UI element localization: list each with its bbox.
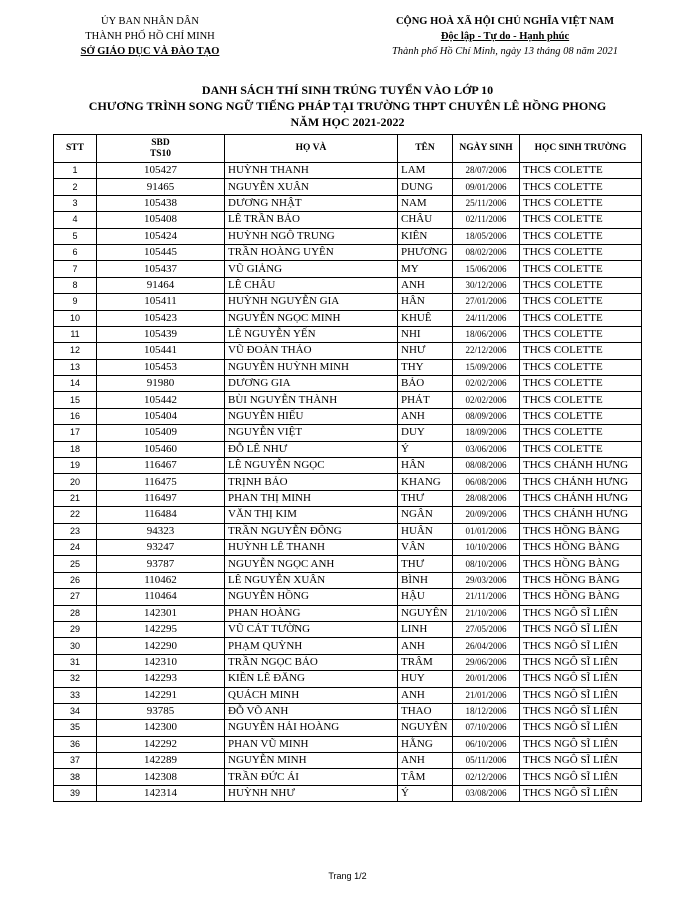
cell-stt: 27 — [54, 589, 97, 605]
table-row — [54, 392, 642, 408]
table-row — [54, 425, 642, 441]
cell-sbd: 105442 — [97, 392, 225, 408]
cell-ten: PHƯƠNG — [398, 244, 453, 260]
cell-ten: HẰNG — [398, 736, 453, 752]
cell-truong: THCS COLETTE — [520, 441, 642, 457]
table-row — [54, 523, 642, 539]
cell-ten: ANH — [398, 638, 453, 654]
cell-ngay-sinh: 21/01/2006 — [453, 687, 520, 703]
cell-ho-va: NGUYỄN VIỆT — [225, 425, 398, 441]
header-left-line3: SỞ GIÁO DỤC VÀ ĐÀO TẠO — [80, 46, 220, 57]
table-row — [54, 277, 642, 293]
cell-sbd: 93787 — [97, 556, 225, 572]
cell-ho-va: TRẦN NGỌC BẢO — [225, 654, 398, 670]
cell-stt: 12 — [54, 343, 97, 359]
cell-ho-va: HUỲNH NHƯ — [225, 785, 398, 801]
cell-sbd: 142301 — [97, 605, 225, 621]
title-line2: CHƯƠNG TRÌNH SONG NGỮ TIẾNG PHÁP TẠI TRƯỜNG THPT CHUYÊN LÊ HỒNG PHONG — [88, 99, 607, 113]
cell-ten: NGUYÊN — [398, 720, 453, 736]
cell-truong: THCS COLETTE — [520, 212, 642, 228]
table-row — [54, 408, 642, 424]
cell-sbd: 142289 — [97, 753, 225, 769]
cell-stt: 28 — [54, 605, 97, 621]
cell-stt: 39 — [54, 785, 97, 801]
cell-stt: 31 — [54, 654, 97, 670]
cell-truong: THCS HỒNG BÀNG — [520, 523, 642, 539]
cell-stt: 11 — [54, 326, 97, 342]
col-header-sbd-line2: TS10 — [149, 148, 172, 159]
col-header-ho-va: HỌ VÀ — [225, 135, 398, 163]
cell-ten: TRÂM — [398, 654, 453, 670]
cell-stt: 32 — [54, 671, 97, 687]
cell-truong: THCS COLETTE — [520, 326, 642, 342]
cell-stt: 5 — [54, 228, 97, 244]
cell-truong: THCS CHÁNH HƯNG — [520, 490, 642, 506]
cell-truong: THCS COLETTE — [520, 244, 642, 260]
table-row — [54, 490, 642, 506]
cell-ten: KIÊN — [398, 228, 453, 244]
cell-ten: KHANG — [398, 474, 453, 490]
cell-ten: VÂN — [398, 539, 453, 555]
cell-ho-va: HUỲNH NGÔ TRUNG — [225, 228, 398, 244]
cell-stt: 18 — [54, 441, 97, 457]
cell-truong: THCS NGÔ SĨ LIÊN — [520, 621, 642, 637]
cell-ngay-sinh: 18/09/2006 — [453, 425, 520, 441]
cell-sbd: 110462 — [97, 572, 225, 588]
cell-truong: THCS COLETTE — [520, 408, 642, 424]
cell-sbd: 94323 — [97, 523, 225, 539]
cell-sbd: 105411 — [97, 294, 225, 310]
cell-ten: NHI — [398, 326, 453, 342]
cell-truong: THCS CHÁNH HƯNG — [520, 507, 642, 523]
header-right-line2: Độc lập - Tự do - Hạnh phúc — [440, 31, 570, 42]
cell-ten: BẢO — [398, 376, 453, 392]
cell-ho-va: LÊ NGUYỄN YẾN — [225, 326, 398, 342]
cell-ngay-sinh: 27/05/2006 — [453, 621, 520, 637]
cell-ten: ANH — [398, 687, 453, 703]
header-left-line1: ỦY BAN NHÂN DÂN — [101, 16, 199, 27]
cell-ten: TÂM — [398, 769, 453, 785]
table-row — [54, 753, 642, 769]
table-row — [54, 326, 642, 342]
cell-sbd: 116484 — [97, 507, 225, 523]
cell-ten: PHÁT — [398, 392, 453, 408]
cell-ngay-sinh: 15/06/2006 — [453, 261, 520, 277]
cell-ngay-sinh: 03/06/2006 — [453, 441, 520, 457]
cell-ho-va: NGUYỄN HỒNG — [225, 589, 398, 605]
cell-ho-va: PHAN THỊ MINH — [225, 490, 398, 506]
cell-truong: THCS COLETTE — [520, 376, 642, 392]
cell-ngay-sinh: 28/08/2006 — [453, 490, 520, 506]
cell-ho-va: VŨ ĐOÀN THẢO — [225, 343, 398, 359]
col-header-truong: HỌC SINH TRƯỜNG — [520, 135, 642, 163]
cell-ho-va: ĐỖ VÕ ANH — [225, 703, 398, 719]
cell-truong: THCS COLETTE — [520, 228, 642, 244]
cell-stt: 23 — [54, 523, 97, 539]
title-line1: DANH SÁCH THÍ SINH TRÚNG TUYỂN VÀO LỚP 10 — [201, 83, 494, 97]
cell-ngay-sinh: 05/11/2006 — [453, 753, 520, 769]
table-header-row — [54, 135, 642, 163]
cell-truong: THCS NGÔ SĨ LIÊN — [520, 638, 642, 654]
cell-ten: NGÂN — [398, 507, 453, 523]
cell-sbd: 105424 — [97, 228, 225, 244]
cell-truong: THCS COLETTE — [520, 179, 642, 195]
cell-ten: ANH — [398, 753, 453, 769]
cell-ngay-sinh: 20/09/2006 — [453, 507, 520, 523]
cell-ho-va: TRỊNH BẢO — [225, 474, 398, 490]
table-row — [54, 179, 642, 195]
cell-ho-va: NGUYỄN MINH — [225, 753, 398, 769]
cell-truong: THCS HỒNG BÀNG — [520, 556, 642, 572]
cell-truong: THCS HỒNG BÀNG — [520, 589, 642, 605]
table-row — [54, 638, 642, 654]
table-row — [54, 244, 642, 260]
cell-ngay-sinh: 10/10/2006 — [453, 539, 520, 555]
cell-stt: 36 — [54, 736, 97, 752]
cell-ngay-sinh: 21/10/2006 — [453, 605, 520, 621]
cell-stt: 15 — [54, 392, 97, 408]
cell-ten: Ý — [398, 785, 453, 801]
cell-stt: 10 — [54, 310, 97, 326]
cell-stt: 13 — [54, 359, 97, 375]
cell-ho-va: PHẠM QUỲNH — [225, 638, 398, 654]
cell-ho-va: TRẦN HOÀNG UYÊN — [225, 244, 398, 260]
cell-ho-va: NGUYỄN HẢI HOÀNG — [225, 720, 398, 736]
cell-ngay-sinh: 25/11/2006 — [453, 195, 520, 211]
student-table — [53, 134, 642, 802]
cell-stt: 25 — [54, 556, 97, 572]
cell-ngay-sinh: 28/07/2006 — [453, 163, 520, 179]
cell-truong: THCS NGÔ SĨ LIÊN — [520, 769, 642, 785]
cell-ten: BÌNH — [398, 572, 453, 588]
cell-truong: THCS NGÔ SĨ LIÊN — [520, 753, 642, 769]
cell-stt: 14 — [54, 376, 97, 392]
cell-ngay-sinh: 08/08/2006 — [453, 458, 520, 474]
cell-ten: KHUÊ — [398, 310, 453, 326]
cell-ho-va: LÊ NGUYỄN NGỌC — [225, 458, 398, 474]
cell-ho-va: LÊ NGUYỄN XUÂN — [225, 572, 398, 588]
table-row — [54, 310, 642, 326]
table-row — [54, 359, 642, 375]
header-left-line2: THÀNH PHỐ HỒ CHÍ MINH — [85, 31, 215, 42]
cell-truong: THCS COLETTE — [520, 195, 642, 211]
cell-ngay-sinh: 06/08/2006 — [453, 474, 520, 490]
cell-truong: THCS COLETTE — [520, 277, 642, 293]
cell-truong: THCS NGÔ SĨ LIÊN — [520, 703, 642, 719]
cell-ho-va: PHAN HOÀNG — [225, 605, 398, 621]
cell-ngay-sinh: 18/12/2006 — [453, 703, 520, 719]
table-row — [54, 703, 642, 719]
cell-truong: THCS NGÔ SĨ LIÊN — [520, 736, 642, 752]
cell-truong: THCS COLETTE — [520, 343, 642, 359]
cell-ten: HÂN — [398, 458, 453, 474]
col-header-sbd — [97, 135, 225, 163]
cell-ngay-sinh: 09/01/2006 — [453, 179, 520, 195]
cell-sbd: 91980 — [97, 376, 225, 392]
cell-stt: 26 — [54, 572, 97, 588]
page-number: Trang 1/2 — [328, 871, 367, 881]
table-body — [54, 163, 642, 802]
cell-ngay-sinh: 15/09/2006 — [453, 359, 520, 375]
cell-ngay-sinh: 08/09/2006 — [453, 408, 520, 424]
cell-ten: THAO — [398, 703, 453, 719]
cell-truong: THCS COLETTE — [520, 163, 642, 179]
cell-sbd: 105423 — [97, 310, 225, 326]
cell-ngay-sinh: 06/10/2006 — [453, 736, 520, 752]
col-header-stt: STT — [54, 135, 97, 163]
cell-truong: THCS CHÁNH HƯNG — [520, 458, 642, 474]
cell-ho-va: NGUYỄN XUÂN — [225, 179, 398, 195]
table-row — [54, 769, 642, 785]
cell-truong: THCS CHÁNH HƯNG — [520, 474, 642, 490]
cell-ngay-sinh: 08/10/2006 — [453, 556, 520, 572]
cell-ngay-sinh: 02/12/2006 — [453, 769, 520, 785]
cell-sbd: 93247 — [97, 539, 225, 555]
cell-truong: THCS NGÔ SĨ LIÊN — [520, 687, 642, 703]
cell-truong: THCS COLETTE — [520, 359, 642, 375]
document-title — [0, 82, 695, 130]
cell-ten: NHƯ — [398, 343, 453, 359]
cell-ho-va: VŨ GIẢNG — [225, 261, 398, 277]
cell-sbd: 116467 — [97, 458, 225, 474]
cell-ho-va: HUỲNH THANH — [225, 163, 398, 179]
cell-sbd: 105404 — [97, 408, 225, 424]
cell-ho-va: QUÁCH MINH — [225, 687, 398, 703]
cell-ngay-sinh: 08/02/2006 — [453, 244, 520, 260]
cell-stt: 9 — [54, 294, 97, 310]
cell-ten: LAM — [398, 163, 453, 179]
table-row — [54, 720, 642, 736]
cell-sbd: 105453 — [97, 359, 225, 375]
cell-ngay-sinh: 22/12/2006 — [453, 343, 520, 359]
cell-ten: THƯ — [398, 490, 453, 506]
cell-sbd: 105408 — [97, 212, 225, 228]
cell-stt: 6 — [54, 244, 97, 260]
table-row — [54, 589, 642, 605]
cell-ngay-sinh: 30/12/2006 — [453, 277, 520, 293]
cell-sbd: 116497 — [97, 490, 225, 506]
title-line3: NĂM HỌC 2021-2022 — [290, 115, 405, 129]
table-row — [54, 195, 642, 211]
header-left — [40, 14, 260, 59]
cell-ho-va: ĐỖ LÊ NHƯ — [225, 441, 398, 457]
cell-ho-va: HUỲNH LÊ THANH — [225, 539, 398, 555]
cell-ho-va: TRẦN ĐỨC ÁI — [225, 769, 398, 785]
cell-ngay-sinh: 18/05/2006 — [453, 228, 520, 244]
cell-stt: 2 — [54, 179, 97, 195]
cell-sbd: 110464 — [97, 589, 225, 605]
cell-ngay-sinh: 18/06/2006 — [453, 326, 520, 342]
cell-sbd: 142293 — [97, 671, 225, 687]
table-row — [54, 605, 642, 621]
cell-ho-va: PHAN VŨ MINH — [225, 736, 398, 752]
cell-truong: THCS COLETTE — [520, 310, 642, 326]
cell-sbd: 105445 — [97, 244, 225, 260]
cell-ten: THY — [398, 359, 453, 375]
cell-sbd: 105460 — [97, 441, 225, 457]
table-row — [54, 458, 642, 474]
cell-ho-va: HUỲNH NGUYỄN GIA — [225, 294, 398, 310]
col-header-ten: TÊN — [398, 135, 453, 163]
cell-stt: 3 — [54, 195, 97, 211]
cell-ngay-sinh: 29/06/2006 — [453, 654, 520, 670]
cell-truong: THCS HỒNG BÀNG — [520, 539, 642, 555]
cell-ho-va: TRẦN NGUYỄN ĐÔNG — [225, 523, 398, 539]
cell-ngay-sinh: 20/01/2006 — [453, 671, 520, 687]
table-row — [54, 294, 642, 310]
cell-ten: ANH — [398, 277, 453, 293]
cell-stt: 4 — [54, 212, 97, 228]
cell-ten: Ý — [398, 441, 453, 457]
cell-ho-va: DƯƠNG NHẬT — [225, 195, 398, 211]
cell-ho-va: NGUYỄN NGỌC ANH — [225, 556, 398, 572]
cell-stt: 34 — [54, 703, 97, 719]
cell-stt: 24 — [54, 539, 97, 555]
cell-ngay-sinh: 02/02/2006 — [453, 392, 520, 408]
table-row — [54, 261, 642, 277]
cell-stt: 35 — [54, 720, 97, 736]
cell-stt: 33 — [54, 687, 97, 703]
cell-ten: HUY — [398, 671, 453, 687]
table-row — [54, 376, 642, 392]
cell-stt: 19 — [54, 458, 97, 474]
cell-truong: THCS NGÔ SĨ LIÊN — [520, 720, 642, 736]
cell-stt: 29 — [54, 621, 97, 637]
cell-ho-va: LÊ TRẦN BẢO — [225, 212, 398, 228]
cell-ten: HÂN — [398, 294, 453, 310]
cell-truong: THCS COLETTE — [520, 392, 642, 408]
cell-truong: THCS HỒNG BÀNG — [520, 572, 642, 588]
cell-ngay-sinh: 26/04/2006 — [453, 638, 520, 654]
table-row — [54, 507, 642, 523]
cell-ho-va: NGUYỄN HUỲNH MINH — [225, 359, 398, 375]
cell-stt: 22 — [54, 507, 97, 523]
cell-ten: NGUYÊN — [398, 605, 453, 621]
col-header-ngay-sinh: NGÀY SINH — [453, 135, 520, 163]
cell-sbd: 91464 — [97, 277, 225, 293]
table-row — [54, 163, 642, 179]
cell-stt: 8 — [54, 277, 97, 293]
cell-stt: 37 — [54, 753, 97, 769]
cell-ngay-sinh: 02/02/2006 — [453, 376, 520, 392]
cell-sbd: 142295 — [97, 621, 225, 637]
cell-ngay-sinh: 24/11/2006 — [453, 310, 520, 326]
cell-sbd: 142310 — [97, 654, 225, 670]
table-row — [54, 687, 642, 703]
cell-sbd: 105437 — [97, 261, 225, 277]
cell-ho-va: NGUYỄN NGỌC MINH — [225, 310, 398, 326]
table-row — [54, 572, 642, 588]
cell-ho-va: KIỀN LÊ ĐĂNG — [225, 671, 398, 687]
table-row — [54, 621, 642, 637]
col-header-sbd-line1: SBD — [151, 137, 170, 148]
cell-ten: CHÂU — [398, 212, 453, 228]
cell-sbd: 93785 — [97, 703, 225, 719]
cell-stt: 38 — [54, 769, 97, 785]
cell-sbd: 91465 — [97, 179, 225, 195]
cell-stt: 17 — [54, 425, 97, 441]
cell-truong: THCS NGÔ SĨ LIÊN — [520, 785, 642, 801]
cell-ngay-sinh: 07/10/2006 — [453, 720, 520, 736]
cell-ten: LINH — [398, 621, 453, 637]
cell-ten: THƯ — [398, 556, 453, 572]
cell-ten: DUY — [398, 425, 453, 441]
cell-sbd: 105441 — [97, 343, 225, 359]
cell-sbd: 116475 — [97, 474, 225, 490]
cell-ten: NAM — [398, 195, 453, 211]
cell-sbd: 105438 — [97, 195, 225, 211]
cell-ho-va: LÊ CHÂU — [225, 277, 398, 293]
cell-sbd: 105439 — [97, 326, 225, 342]
cell-sbd: 142292 — [97, 736, 225, 752]
cell-ngay-sinh: 02/11/2006 — [453, 212, 520, 228]
table-row — [54, 654, 642, 670]
table-row — [54, 539, 642, 555]
cell-ten: DUNG — [398, 179, 453, 195]
cell-ho-va: DƯƠNG GIA — [225, 376, 398, 392]
cell-stt: 16 — [54, 408, 97, 424]
table-row — [54, 785, 642, 801]
table-row — [54, 556, 642, 572]
cell-truong: THCS COLETTE — [520, 425, 642, 441]
table-row — [54, 441, 642, 457]
table-row — [54, 343, 642, 359]
cell-sbd: 142314 — [97, 785, 225, 801]
cell-ho-va: VŨ CÁT TƯỜNG — [225, 621, 398, 637]
cell-ho-va: VĂN THỊ KIM — [225, 507, 398, 523]
table-row — [54, 212, 642, 228]
cell-ngay-sinh: 21/11/2006 — [453, 589, 520, 605]
cell-ngay-sinh: 27/01/2006 — [453, 294, 520, 310]
cell-sbd: 105427 — [97, 163, 225, 179]
cell-truong: THCS NGÔ SĨ LIÊN — [520, 605, 642, 621]
cell-truong: THCS COLETTE — [520, 294, 642, 310]
cell-stt: 7 — [54, 261, 97, 277]
cell-ten: ANH — [398, 408, 453, 424]
cell-ho-va: BÙI NGUYỄN THÀNH — [225, 392, 398, 408]
table-row — [54, 474, 642, 490]
cell-truong: THCS NGÔ SĨ LIÊN — [520, 654, 642, 670]
table-row — [54, 228, 642, 244]
cell-ngay-sinh: 01/01/2006 — [453, 523, 520, 539]
cell-truong: THCS COLETTE — [520, 261, 642, 277]
cell-ngay-sinh: 03/08/2006 — [453, 785, 520, 801]
cell-ten: HẬU — [398, 589, 453, 605]
cell-stt: 30 — [54, 638, 97, 654]
cell-sbd: 105409 — [97, 425, 225, 441]
cell-ten: MY — [398, 261, 453, 277]
table-row — [54, 736, 642, 752]
header-right-line1: CỘNG HOÀ XÃ HỘI CHỦ NGHĨA VIỆT NAM — [395, 16, 615, 27]
cell-sbd: 142291 — [97, 687, 225, 703]
cell-stt: 1 — [54, 163, 97, 179]
cell-stt: 20 — [54, 474, 97, 490]
cell-truong: THCS NGÔ SĨ LIÊN — [520, 671, 642, 687]
cell-ho-va: NGUYỄN HIẾU — [225, 408, 398, 424]
cell-sbd: 142308 — [97, 769, 225, 785]
cell-ngay-sinh: 29/03/2006 — [453, 572, 520, 588]
header-right — [340, 14, 670, 59]
cell-ten: HUÂN — [398, 523, 453, 539]
header-right-date: Thành phố Hồ Chí Minh, ngày 13 tháng 08 năm 2021 — [391, 46, 619, 57]
cell-sbd: 142290 — [97, 638, 225, 654]
cell-sbd: 142300 — [97, 720, 225, 736]
table-row — [54, 671, 642, 687]
cell-stt: 21 — [54, 490, 97, 506]
